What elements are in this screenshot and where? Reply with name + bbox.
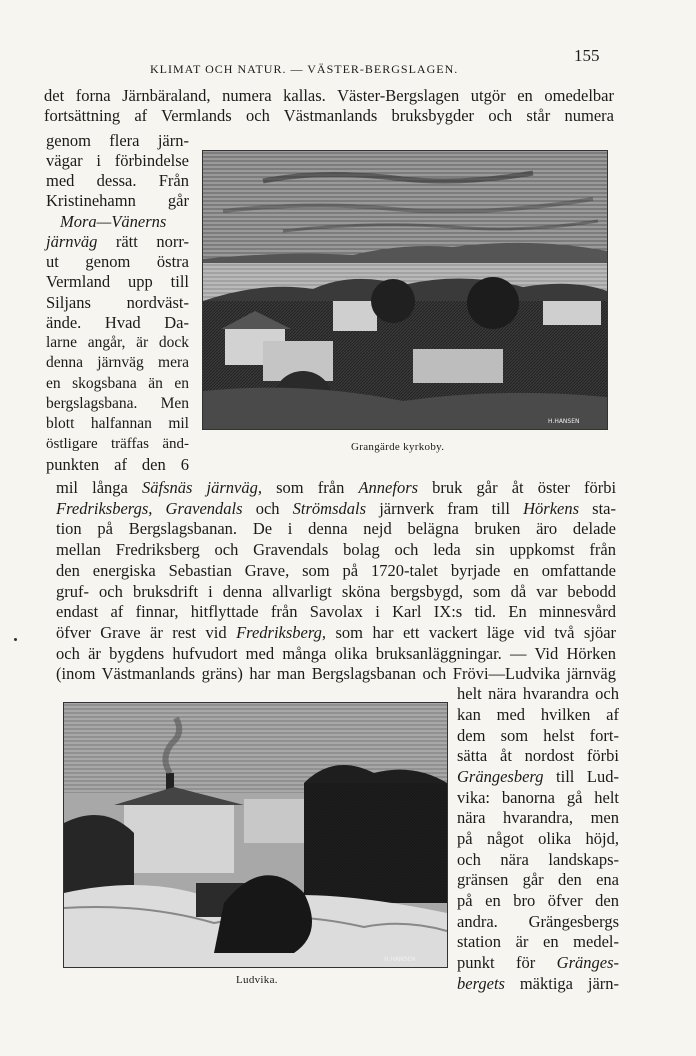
text-line: (inom Västmanlands gräns) har man Bergslagsbanan och Frövi—Ludvika järnväg bbox=[56, 664, 616, 683]
text-line: östligare träffas änd- bbox=[46, 436, 189, 452]
text-line: mil långa Säfsnäs järnväg, som från Annefors bruk går åt öster förbi bbox=[56, 478, 617, 497]
text-line: larne angår, är dock bbox=[46, 334, 189, 351]
italic-place-name: Grängesberg bbox=[457, 767, 544, 786]
text-line: med dessa. Från bbox=[46, 171, 189, 190]
text-line: sätta åt nordost förbi bbox=[457, 746, 619, 765]
text-line: punkten af den 6 bbox=[46, 455, 189, 474]
italic-place-name: Gränges- bbox=[556, 953, 619, 972]
engraving-ludvika bbox=[63, 702, 448, 968]
text-line: genom flera järn- bbox=[46, 131, 189, 150]
text-line: helt nära hvarandra och bbox=[457, 684, 619, 703]
text-line: vägar i förbindelse bbox=[46, 151, 189, 170]
text-line: gränsen går den ena bbox=[457, 870, 619, 889]
text-line: bergets mäktiga järn- bbox=[457, 974, 620, 993]
text-line: öfver Grave är rest vid Fredriksberg, som har ett vackert läge vid två sjöar bbox=[56, 623, 617, 642]
text-line: ut genom östra bbox=[46, 252, 189, 271]
text-line: och är bygdens hufvudort med många olika bruksanläggningar. — Vid Hörken bbox=[56, 644, 616, 663]
text-line bbox=[60, 212, 203, 232]
italic-railway-name: Mora—Vänerns bbox=[60, 212, 167, 231]
italic-place-name: Annefors bbox=[358, 478, 419, 497]
text-line: det forna Järnbäraland, numera kallas. Väster-Bergslagen utgör en omedelbar bbox=[44, 86, 614, 105]
text-line: blott halfannan mil bbox=[46, 415, 189, 432]
text-line: Fredriksbergs, Gravendals och Strömsdals järnverk fram till Hörkens sta- bbox=[56, 499, 616, 518]
running-head: KLIMAT OCH NATUR. — VÄSTER-BERGSLAGEN. bbox=[150, 62, 459, 76]
text-line: på en bro öfver den bbox=[457, 891, 619, 910]
text-line: bergslagsbana. Men bbox=[46, 395, 189, 412]
text-line: kan med hvilken af bbox=[457, 705, 619, 724]
margin-mark bbox=[14, 638, 17, 641]
text-line: Vermland upp till bbox=[46, 272, 189, 291]
engraver-signature: H.HANSEN bbox=[384, 956, 416, 963]
italic-place-name: Fredriksberg, bbox=[236, 623, 327, 642]
engraver-signature: H.HANSEN bbox=[548, 418, 580, 425]
text-line: på något olika höjd, bbox=[457, 829, 619, 848]
italic-railway-name: järnväg bbox=[46, 232, 98, 251]
text-line: Siljans nordväst- bbox=[46, 293, 189, 312]
engraving-grangarde bbox=[202, 150, 608, 430]
engraving-grangarde-drawing bbox=[203, 151, 607, 429]
text-line: Kristinehamn går bbox=[46, 191, 189, 210]
text-fragment: rätt norr- bbox=[115, 232, 190, 251]
text-line: gruf- och bruksdrift i denna allvarligt sköna bergsbygd, som då var bebodd bbox=[56, 582, 616, 601]
italic-railway-name: Säfsnäs järnväg, bbox=[141, 478, 262, 497]
text-line: punkt för Gränges- bbox=[457, 953, 619, 972]
text-line: och nära landskaps- bbox=[457, 850, 619, 869]
text-line: fortsättning af Vermlands och Västmanlands bruksbygder och står numera bbox=[44, 106, 614, 125]
text-line: station är en medel- bbox=[457, 932, 619, 951]
text-line bbox=[46, 232, 189, 252]
text-line: tion på Bergslagsbanan. De i denna nejd belägna bruken äro delade bbox=[56, 519, 616, 538]
text-line: ände. Hvad Da- bbox=[46, 313, 189, 332]
text-line: en skogsbana än en bbox=[46, 375, 189, 392]
text-line: endast af finnar, hitflyttade från Savolax i Karl IX:s tid. En minnesvård bbox=[56, 602, 616, 621]
text-line: nära hvarandra, men bbox=[457, 808, 619, 827]
text-line: dem som helst fort- bbox=[457, 726, 619, 745]
text-line: vika: banorna gå helt bbox=[457, 788, 619, 807]
figure-caption: Ludvika. bbox=[236, 974, 278, 986]
italic-place-name: bergets bbox=[457, 974, 505, 993]
text-line: den energiska Sebastian Grave, som på 1720-talet byrjade en omfattande bbox=[56, 561, 616, 580]
engraving-ludvika-drawing bbox=[64, 703, 447, 967]
text-line: denna järnväg mera bbox=[46, 354, 189, 371]
text-line: andra. Grängesbergs bbox=[457, 912, 619, 931]
figure-caption: Grangärde kyrkoby. bbox=[351, 441, 445, 453]
text-line: Grängesberg till Lud- bbox=[457, 767, 619, 786]
text-line: mellan Fredriksberg och Gravendals bolag och leda sin uppkomst från bbox=[56, 540, 616, 559]
page-number: 155 bbox=[574, 46, 600, 65]
